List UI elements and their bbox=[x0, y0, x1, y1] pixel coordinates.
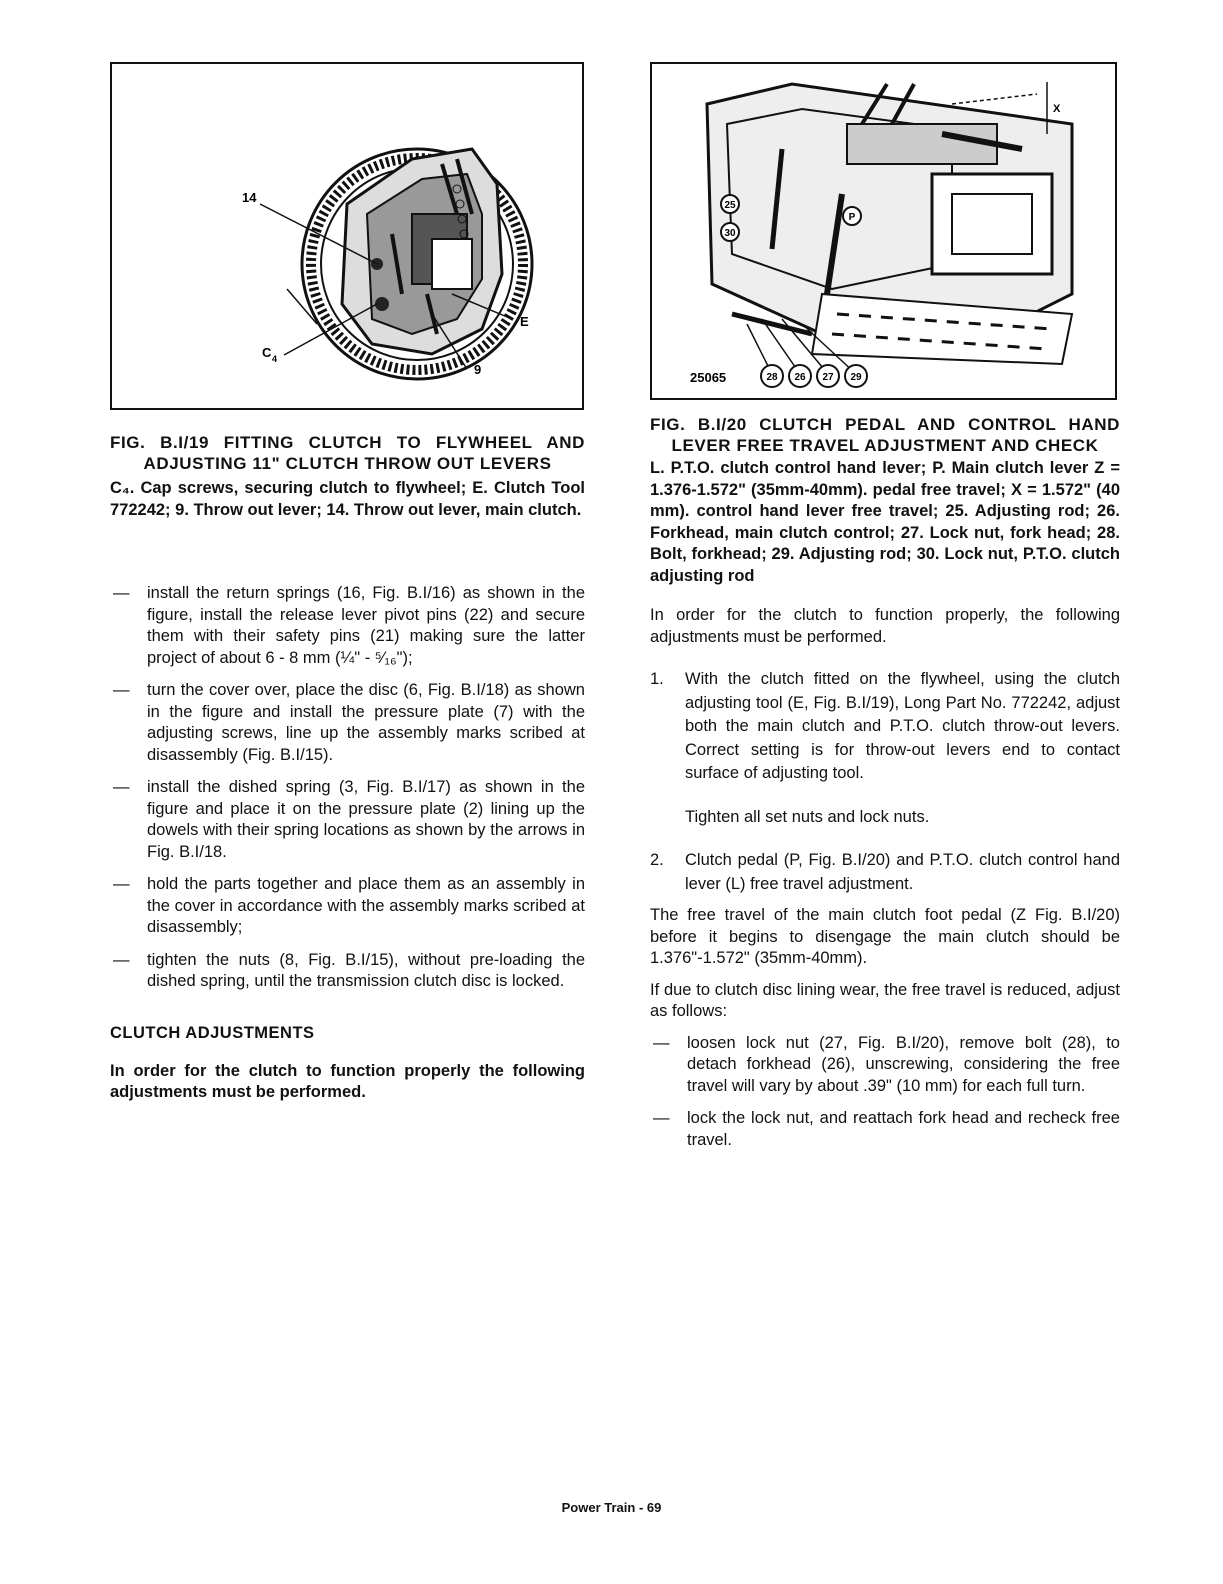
dash-bullet: — bbox=[653, 1109, 670, 1127]
figure-b119-legend: C₄. Cap screws, securing clutch to flywheel; E. Clutch Tool 772242; 9. Throw out lever; 14. Throw out lever, main clutch. bbox=[110, 479, 585, 519]
tighten-note: Tighten all set nuts and lock nuts. bbox=[685, 807, 930, 826]
adjust-steps bbox=[650, 1033, 1120, 1152]
figure-number: 25065 bbox=[690, 370, 727, 385]
intro-paragraph: In order for the clutch to function properly, the following adjustments must be performed. bbox=[650, 606, 1120, 646]
label-c4: C bbox=[262, 345, 272, 360]
numbered-steps bbox=[650, 668, 1120, 786]
list-item: — tighten the nuts (8, Fig. B.I/15), without pre-loading the dished spring, until the transmission clutch disc is locked. bbox=[113, 950, 585, 990]
clutch-adjustments-heading: CLUTCH ADJUSTMENTS bbox=[110, 1023, 315, 1042]
callout-27: 27 bbox=[822, 372, 834, 383]
clutch-adjustments-text: In order for the clutch to function properly the following adjustments must be performed. bbox=[110, 1061, 585, 1101]
figure-b119-title: FIG. B.I/19 FITTING CLUTCH TO FLYWHEEL AND ADJUSTING 11" CLUTCH THROW OUT LEVERS bbox=[110, 433, 585, 473]
page-footer: Power Train - 69 bbox=[561, 1500, 662, 1515]
label-x: X bbox=[1053, 103, 1061, 115]
callout-25: 25 bbox=[724, 200, 736, 211]
figure-b120 bbox=[650, 62, 1117, 400]
label-14: 14 bbox=[242, 190, 257, 205]
list-item: — loosen lock nut (27, Fig. B.I/20), remove bolt (28), to detach forkhead (26), unscrewing, considering the free travel will vary by about .39" (10 mm) for each full turn. bbox=[653, 1033, 1120, 1095]
list-item: 2. Clutch pedal (P, Fig. B.I/20) and P.T.O. clutch control hand lever (L) free travel adjustment. bbox=[650, 851, 1120, 893]
wear-paragraph: If due to clutch disc lining wear, the free travel is reduced, adjust as follows: bbox=[650, 980, 1120, 1020]
clutch-pedal-linkage-illustration bbox=[652, 64, 1115, 398]
clutch-flywheel-illustration bbox=[112, 64, 582, 408]
callout-28: 28 bbox=[766, 372, 778, 383]
figure-b120-title: FIG. B.I/20 CLUTCH PEDAL AND CONTROL HAND LEVER FREE TRAVEL ADJUSTMENT AND CHECK bbox=[650, 415, 1120, 455]
list-item: — turn the cover over, place the disc (6, Fig. B.I/18) as shown in the figure and install the pressure plate (7) with the adjusting screws, line up the assembly marks scribed at disassembly (Fig. B.I/15). bbox=[113, 681, 585, 764]
list-item: — hold the parts together and place them as an assembly in the cover in accordance with the assembly marks scribed at disassembly; bbox=[113, 875, 585, 936]
callout-29: 29 bbox=[850, 372, 862, 383]
list-item: — install the return springs (16, Fig. B.I/16) as shown in the figure, install the release lever pivot pins (22) and secure them with their safety pins (21) making sure the latter project of about 6 - 8 mm (¼" - ⁵⁄₁₆"); bbox=[113, 584, 585, 667]
dash-bullet: — bbox=[113, 875, 130, 893]
list-item: — lock the lock nut, and reattach fork head and recheck free travel. bbox=[653, 1109, 1120, 1149]
free-travel-paragraph: The free travel of the main clutch foot pedal (Z Fig. B.I/20) before it begins to disengage the main clutch should be 1.376"-1.572" (35mm-40mm). bbox=[650, 906, 1120, 967]
left-column bbox=[110, 62, 585, 1104]
list-item: — install the dished spring (3, Fig. B.I/17) as shown in the figure and place it on the pressure plate (2) lining up the dowels with their spring locations as shown by the arrows in Fig. B.I/18. bbox=[113, 778, 585, 861]
figure-b120-legend: L. P.T.O. clutch control hand lever; P. Main clutch lever Z = 1.376-1.572" (35mm-40mm). pedal free travel; X = 1.572" (40 mm). control hand lever free travel; 25. Adjusting rod; 26. Forkhead, main clutch control; 27. Lock nut, fork head; 28. Bolt, forkhead; 29. Adjusting rod; 30. Lock nut, P.T.O. clutch adjusting rod bbox=[650, 459, 1120, 585]
label-c4-subscript: 4 bbox=[272, 354, 278, 364]
assembly-steps bbox=[110, 583, 585, 993]
dash-bullet: — bbox=[653, 1033, 670, 1052]
right-column bbox=[650, 62, 1120, 1162]
figure-b119 bbox=[110, 62, 584, 410]
list-item: 1. With the clutch fitted on the flywheel, using the clutch adjusting tool (E, Fig. B.I/19), Long Part No. 772242, adjust both the main clutch and P.T.O. clutch throw-out levers. Correct setting is for throw-out levers end to contact surface of adjusting tool. bbox=[650, 670, 1120, 782]
dash-bullet: — bbox=[113, 681, 130, 699]
label-9: 9 bbox=[474, 362, 482, 377]
callout-26: 26 bbox=[794, 372, 806, 383]
dash-bullet: — bbox=[113, 778, 130, 796]
dash-bullet: — bbox=[113, 950, 130, 969]
label-e: E bbox=[520, 314, 529, 329]
callout-p: P bbox=[848, 212, 856, 223]
callout-30: 30 bbox=[724, 228, 736, 239]
dash-bullet: — bbox=[113, 584, 130, 602]
